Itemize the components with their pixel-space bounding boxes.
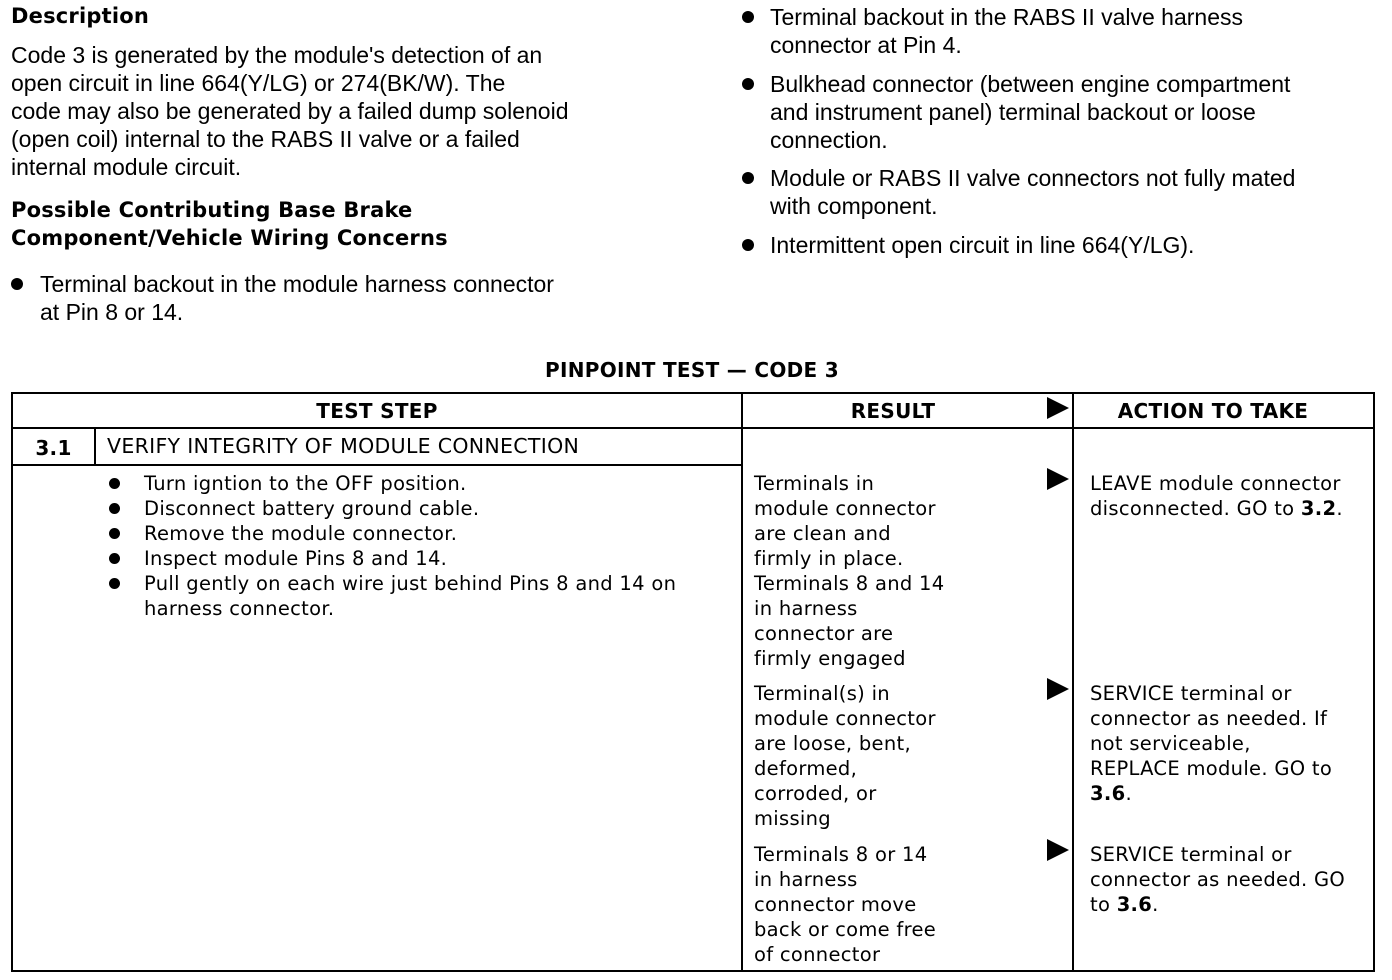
description-paragraph	[11, 41, 651, 181]
bullet-icon	[742, 239, 754, 251]
result-line: in harness	[754, 597, 858, 620]
action-line-end: .	[1125, 782, 1132, 805]
step-title-divider	[11, 464, 742, 466]
result-line: Terminals 8 and 14	[754, 572, 945, 595]
concern-line: connection.	[770, 127, 888, 153]
header-test-step: TEST STEP	[316, 399, 438, 423]
action-line-end: .	[1336, 497, 1343, 520]
step-number: 3.1	[35, 436, 72, 460]
bullet-icon	[742, 11, 754, 23]
table-border-right	[1373, 392, 1375, 972]
description-line: (open coil) internal to the RABS II valve or a failed	[11, 126, 520, 152]
description-heading: Description	[11, 4, 150, 28]
description-line: open circuit in line 664(Y/LG) or 274(BK/W). The	[11, 70, 506, 96]
action-line	[1090, 892, 1345, 917]
step-reference: 3.6	[1116, 893, 1153, 916]
result-text	[754, 681, 936, 831]
concern-line: Terminal backout in the module harness connector	[40, 271, 554, 297]
arrow-icon	[1047, 468, 1069, 490]
concern-item	[40, 270, 554, 326]
result-line: are loose, bent,	[754, 732, 911, 755]
description-line: internal module circuit.	[11, 154, 242, 180]
action-line: REPLACE module. GO to	[1090, 757, 1333, 780]
arrow-icon	[1047, 678, 1069, 700]
arrow-icon	[1047, 839, 1069, 861]
concern-line: Module or RABS II valve connectors not fully mated	[770, 165, 1296, 191]
pinpoint-title: PINPOINT TEST — CODE 3	[545, 358, 839, 382]
step-reference: 3.2	[1300, 497, 1337, 520]
step-number-divider	[94, 428, 96, 465]
instruction-line: Disconnect battery ground cable.	[144, 497, 480, 520]
result-text	[754, 842, 936, 967]
bullet-icon	[109, 578, 120, 589]
result-text	[754, 471, 944, 671]
action-line: not serviceable,	[1090, 732, 1251, 755]
bullet-icon	[11, 278, 23, 290]
column-divider	[1072, 392, 1074, 972]
concerns-heading-line: Component/Vehicle Wiring Concerns	[11, 226, 448, 250]
result-line: Terminals in	[754, 472, 875, 495]
result-line: back or come free	[754, 918, 937, 941]
result-line: connector move	[754, 893, 917, 916]
arrow-icon	[1047, 397, 1069, 419]
result-line: firmly engaged	[754, 647, 906, 670]
concern-line: at Pin 8 or 14.	[40, 299, 184, 325]
result-line: module connector	[754, 707, 936, 730]
action-line: SERVICE terminal or	[1090, 843, 1292, 866]
action-line: LEAVE module connector	[1090, 472, 1341, 495]
concern-line: with component.	[770, 193, 938, 219]
action-line-text: to	[1090, 893, 1117, 916]
bullet-icon	[109, 478, 120, 489]
action-line-end: .	[1152, 893, 1159, 916]
concern-item	[770, 70, 1290, 154]
header-divider	[11, 427, 1375, 429]
step-reference: 3.6	[1090, 782, 1126, 805]
bullet-icon	[109, 503, 120, 514]
action-line: SERVICE terminal or	[1090, 682, 1292, 705]
action-text	[1090, 842, 1345, 917]
action-line	[1090, 781, 1332, 806]
concern-line: Terminal backout in the RABS II valve harness	[770, 4, 1244, 30]
concern-item	[770, 3, 1243, 59]
concern-line: Bulkhead connector (between engine compartment	[770, 71, 1291, 97]
result-line: firmly in place.	[754, 547, 904, 570]
concern-item	[770, 231, 1194, 259]
table-border-top	[11, 392, 1375, 394]
concerns-heading-line: Possible Contributing Base Brake	[11, 198, 413, 222]
result-line: Terminals 8 or 14	[754, 843, 928, 866]
instruction-line: Pull gently on each wire just behind Pins 8 and 14 on	[144, 572, 677, 595]
bullet-icon	[742, 172, 754, 184]
header-action: ACTION TO TAKE	[1117, 399, 1309, 423]
result-line: module connector	[754, 497, 936, 520]
instruction-line: harness connector.	[144, 597, 335, 620]
result-line: are clean and	[754, 522, 891, 545]
result-line: missing	[754, 807, 831, 830]
action-text	[1090, 471, 1343, 521]
action-line	[1090, 496, 1343, 521]
instruction-line: Inspect module Pins 8 and 14.	[144, 547, 448, 570]
description-line: code may also be generated by a failed dump solenoid	[11, 98, 569, 124]
result-line: corroded, or	[754, 782, 877, 805]
bullet-icon	[742, 78, 754, 90]
concern-item	[770, 164, 1295, 220]
step-title: VERIFY INTEGRITY OF MODULE CONNECTION	[107, 434, 580, 458]
instruction-line: Remove the module connector.	[144, 522, 458, 545]
result-line: deformed,	[754, 757, 858, 780]
result-line: in harness	[754, 868, 858, 891]
action-line: connector as needed. GO	[1090, 868, 1346, 891]
concerns-heading	[11, 196, 448, 252]
concern-line: connector at Pin 4.	[770, 32, 962, 58]
result-line: Terminal(s) in	[754, 682, 890, 705]
action-text	[1090, 681, 1332, 806]
instruction-list	[144, 471, 676, 621]
action-line-text: disconnected. GO to	[1090, 497, 1301, 520]
table-border-left	[11, 392, 13, 972]
description-line: Code 3 is generated by the module's detection of an	[11, 42, 543, 68]
instruction-line: Turn igntion to the OFF position.	[144, 472, 467, 495]
action-line: connector as needed. If	[1090, 707, 1328, 730]
bullet-icon	[109, 528, 120, 539]
result-line: connector are	[754, 622, 894, 645]
concern-line: Intermittent open circuit in line 664(Y/LG).	[770, 232, 1195, 258]
bullet-icon	[109, 553, 120, 564]
header-result: RESULT	[850, 399, 936, 423]
result-line: of connector	[754, 943, 881, 966]
table-border-bottom	[11, 970, 1375, 972]
column-divider	[741, 392, 743, 972]
concern-line: and instrument panel) terminal backout or loose	[770, 99, 1256, 125]
